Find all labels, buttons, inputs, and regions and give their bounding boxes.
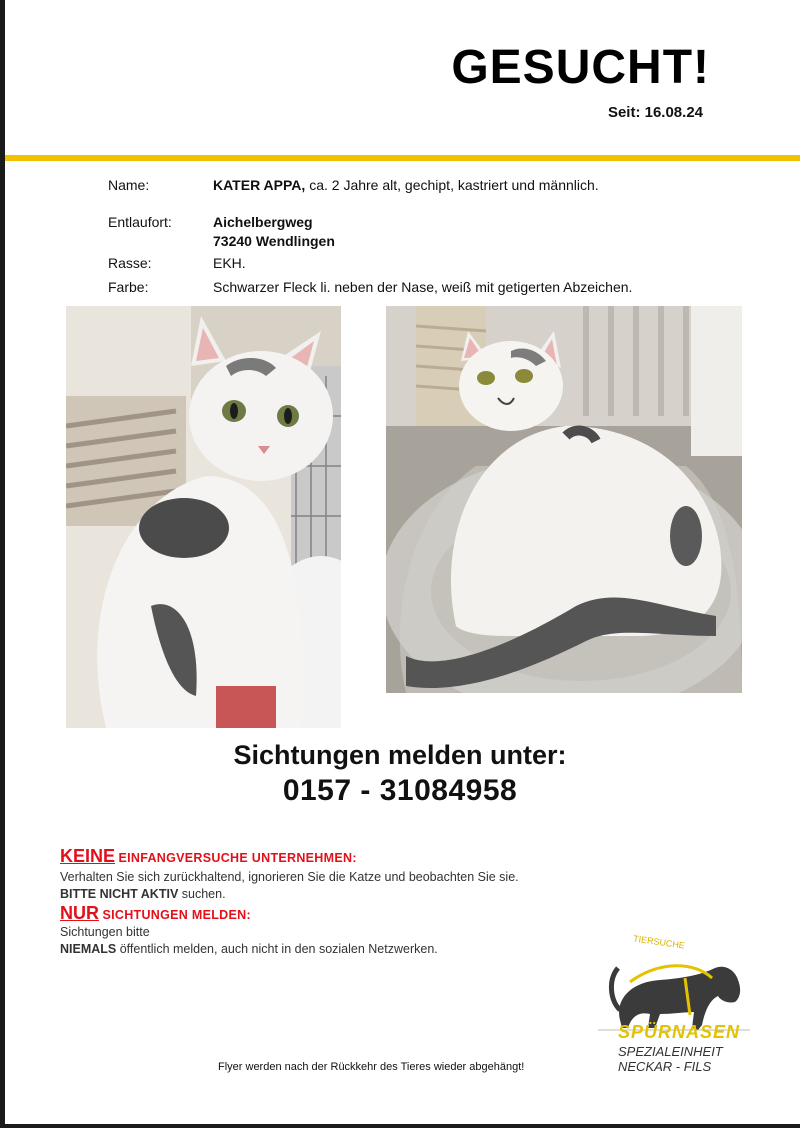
logo-word-spuernasen: SPÜRNASEN [618, 1022, 741, 1042]
poster-title: GESUCHT! [451, 41, 710, 94]
page-bottom-border [0, 1124, 800, 1128]
warning-1-keyword: KEINE [60, 846, 116, 866]
warning-1-emphasis: BITTE NICHT AKTIV [60, 887, 179, 901]
color-value: Schwarzer Fleck li. neben der Nase, weiß mit getigerten Abzeichen. [213, 279, 633, 295]
name-value [213, 177, 599, 193]
warning-1-heading [60, 846, 357, 867]
page-left-border [0, 0, 5, 1128]
report-heading: Sichtungen melden unter: [233, 740, 567, 770]
cat-name: KATER APPA, [213, 177, 306, 193]
cat-description: ca. 2 Jahre alt, gechipt, kastriert und männlich. [309, 177, 599, 193]
phone-number[interactable]: 0157 - 31084958 [282, 774, 518, 807]
logo-word-region: NECKAR - FILS [618, 1059, 712, 1074]
logo-arc-text: TIERSUCHE [632, 933, 686, 951]
breed-value: EKH. [213, 255, 246, 271]
color-label: Farbe: [108, 279, 149, 295]
logo-word-spezialeinheit: SPEZIALEINHEIT [618, 1044, 723, 1059]
cat-photo-left [66, 306, 341, 728]
warning-1-line-1: Verhalten Sie sich zurückhaltend, ignorieren Sie die Katze und beobachten Sie sie. [60, 870, 519, 884]
warning-1-text: EINFANGVERSUCHE UNTERNEHMEN: [118, 851, 357, 865]
cat-photo-right [386, 306, 742, 693]
name-label: Name: [108, 177, 150, 193]
yellow-divider [5, 155, 800, 161]
location-city: 73240 Wendlingen [213, 233, 335, 249]
warning-2-keyword: NUR [60, 903, 99, 923]
warning-2-heading [60, 903, 251, 924]
breed-label: Rasse: [108, 255, 152, 271]
warning-2-rest: öffentlich melden, auch nicht in den sozialen Netzwerken. [119, 942, 438, 956]
missing-since-date: Seit: 16.08.24 [607, 104, 703, 121]
location-label: Entlaufort: [108, 214, 172, 230]
warning-2-text: SICHTUNGEN MELDEN: [102, 908, 251, 922]
warning-2-line-2 [60, 942, 438, 956]
warning-1-line-2 [60, 887, 226, 901]
warning-2-emphasis: NIEMALS [60, 942, 117, 956]
footer-note: Flyer werden nach der Rückkehr des Tieres wieder abgehängt! [218, 1061, 525, 1073]
location-street: Aichelbergweg [213, 214, 313, 230]
warning-1-rest: suchen. [181, 887, 226, 901]
warning-2-line-1: Sichtungen bitte [60, 925, 150, 939]
